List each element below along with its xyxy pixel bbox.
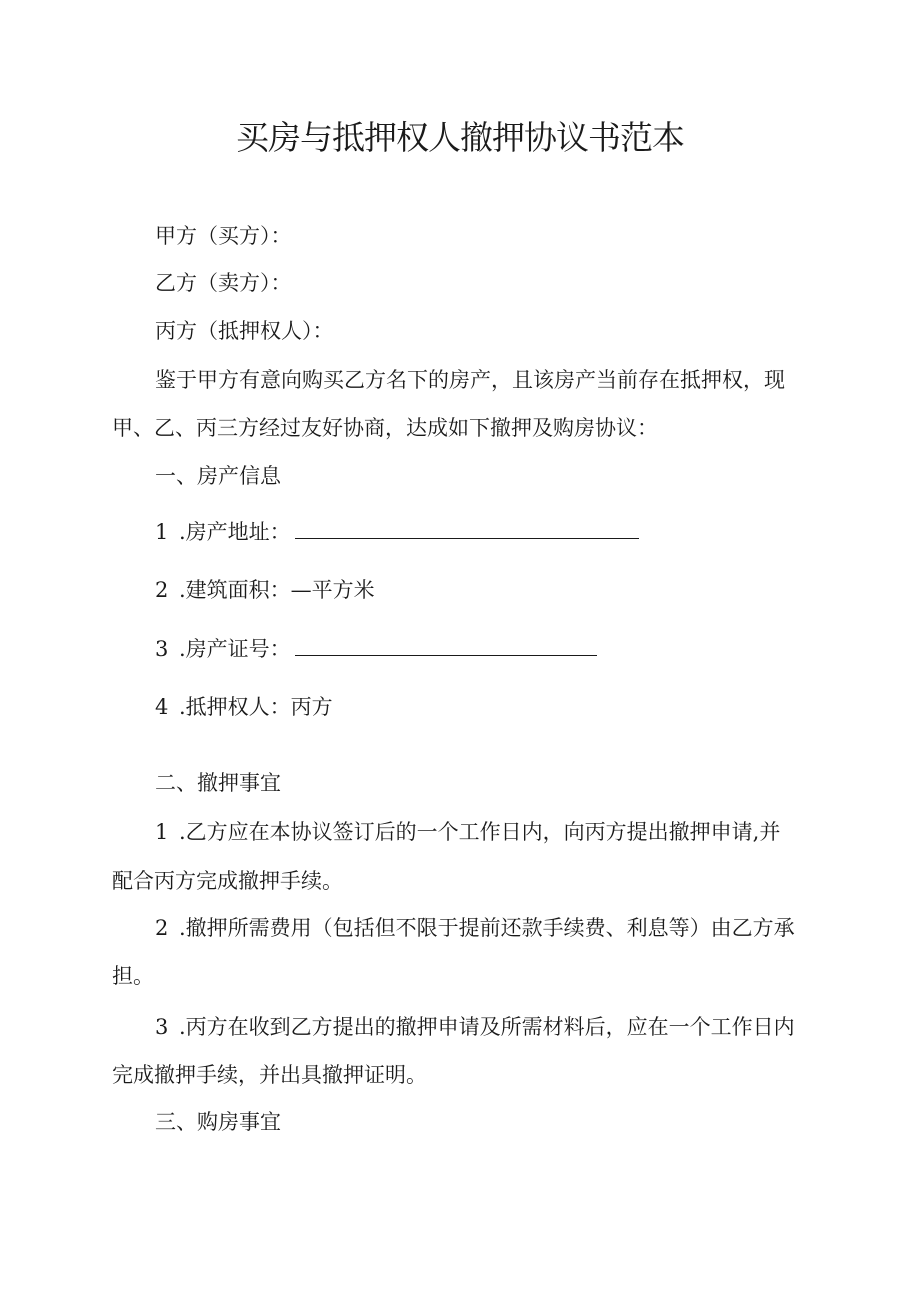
document-title: 买房与抵押权人撤押协议书范本: [236, 118, 684, 157]
section-2-item-2-line-1: [155, 913, 795, 943]
item-number: 1: [155, 820, 169, 844]
section-3-heading: 三、购房事宜: [155, 1110, 281, 1134]
item-number: 2: [155, 916, 169, 940]
preamble-line-2: 甲、乙、丙三方经过友好协商，达成如下撤押及购房协议：: [112, 416, 658, 440]
property-address-label: .房产地址：: [179, 520, 291, 544]
section-2-item-3-text: .丙方在收到乙方提出的撤押申请及所需材料后，应在一个工作日内: [179, 1015, 795, 1039]
section-2-item-2-line-2: 担。: [112, 964, 154, 988]
section-2-item-1-text: .乙方应在本协议签订后的一个工作日内，向丙方提出撤押申请,并: [179, 820, 781, 844]
party-b-label: 乙方（卖方）：: [155, 271, 292, 295]
item-number: 4: [155, 695, 169, 719]
party-a-label: 甲方（买方）：: [155, 224, 292, 248]
item-number: 3: [155, 1015, 169, 1039]
mortgagee-text: .抵押权人：丙方: [179, 695, 333, 719]
section-2-heading: 二、撤押事宜: [155, 771, 281, 795]
floor-area-text: .建筑面积：—平方米: [179, 578, 375, 602]
property-address-blank[interactable]: [295, 518, 639, 539]
section-2-item-1-line-1: [155, 817, 780, 847]
property-address-item: [155, 517, 639, 547]
party-c-label: 丙方（抵押权人）：: [155, 319, 334, 343]
item-number: 1: [155, 520, 169, 544]
certificate-number-blank[interactable]: [295, 635, 597, 656]
section-1-heading: 一、房产信息: [155, 464, 281, 488]
section-2-item-3-line-2: 完成撤押手续，并出具撤押证明。: [112, 1063, 427, 1087]
section-2-item-1-line-2: 配合丙方完成撤押手续。: [112, 869, 343, 893]
section-2-item-3-line-1: [155, 1012, 795, 1042]
floor-area-item: [155, 575, 375, 605]
certificate-number-label: .房产证号：: [179, 637, 291, 661]
mortgagee-item: [155, 692, 333, 722]
certificate-number-item: [155, 634, 597, 664]
preamble-line-1: 鉴于甲方有意向购买乙方名下的房产，且该房产当前存在抵押权，现: [155, 368, 785, 392]
item-number: 2: [155, 578, 169, 602]
section-2-item-2-text: .撤押所需费用（包括但不限于提前还款手续费、利息等）由乙方承: [179, 916, 795, 940]
item-number: 3: [155, 637, 169, 661]
